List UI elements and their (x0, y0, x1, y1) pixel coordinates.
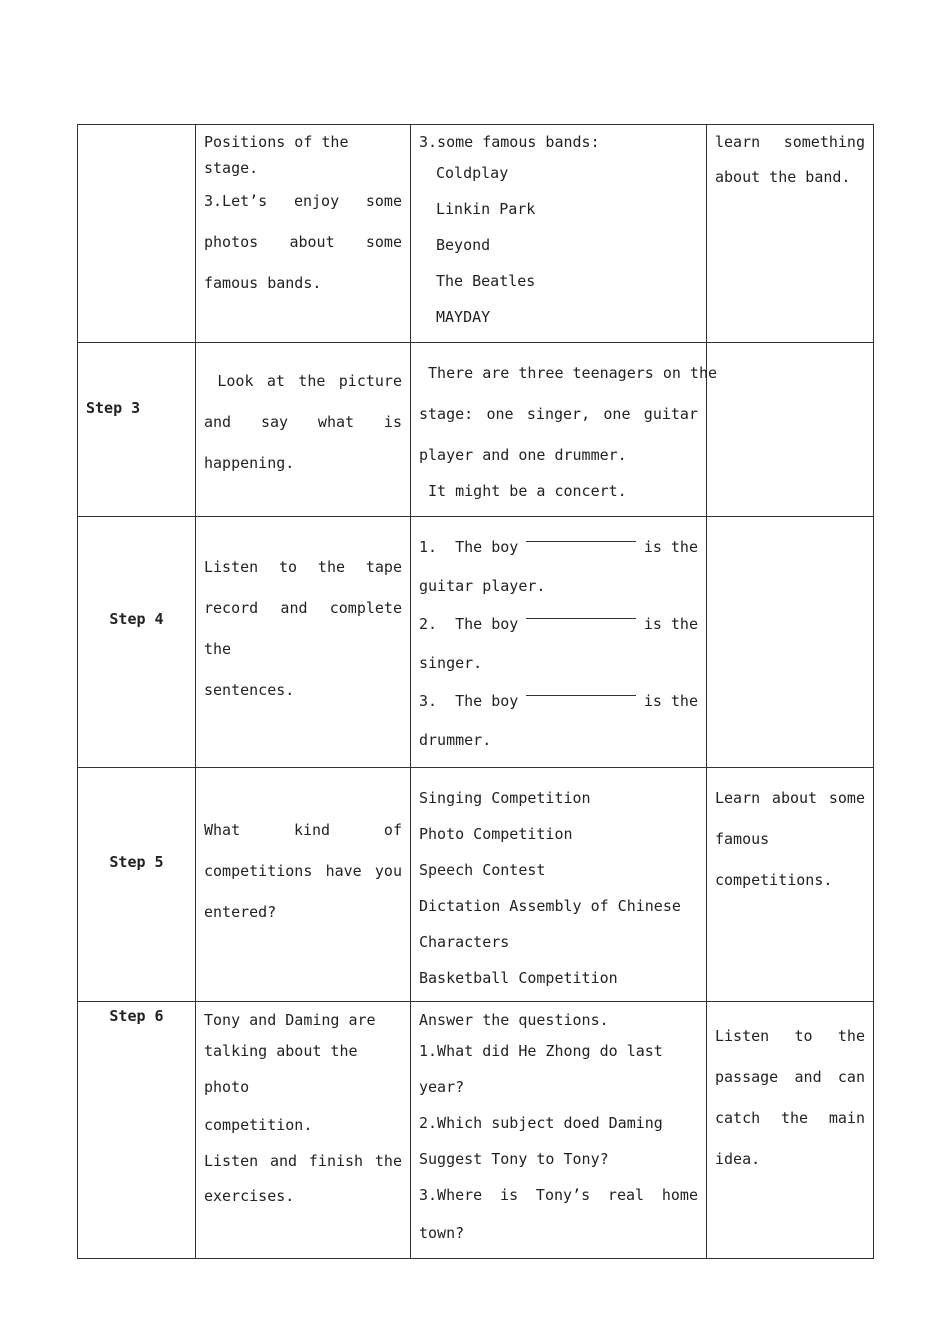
activity-cell (196, 768, 411, 1002)
content-line: drummer. (419, 731, 492, 749)
content-line: Linkin Park (436, 200, 536, 218)
content-line: town? (419, 1224, 465, 1242)
activity-line: happening. (204, 454, 295, 472)
purpose-line: idea. (715, 1150, 761, 1168)
step-label: Step 6 (78, 1002, 196, 1259)
activity-line: record and complete the (204, 599, 402, 658)
activity-line: Positions of the stage. (204, 133, 349, 177)
table-row (78, 768, 874, 1002)
content-cell (411, 1002, 707, 1259)
purpose-line: about the band. (715, 168, 851, 186)
activity-line: Tony and Daming are (204, 1011, 376, 1029)
step-label: Step 3 (78, 343, 196, 517)
activity-line: competition. (204, 1116, 313, 1134)
table-row (78, 1002, 874, 1259)
purpose-line: competitions. (715, 871, 833, 889)
activity-cell (196, 517, 411, 768)
content-line: MAYDAY (436, 308, 491, 326)
table-row (78, 343, 874, 517)
purpose-cell (707, 343, 874, 517)
content-line: Dictation Assembly of Chinese (419, 897, 681, 915)
fill-blank-sentence: 1. The boy is the (419, 527, 698, 568)
content-line: Characters (419, 933, 510, 951)
content-line: 2.Which subject doed Daming (419, 1114, 663, 1132)
content-line: Speech Contest (419, 861, 546, 879)
purpose-cell (707, 125, 874, 343)
content-line: player and one drummer. (419, 446, 627, 464)
activity-line: famous bands. (204, 274, 322, 292)
purpose-line: Listen to the (715, 1027, 865, 1045)
purpose-line: Learn about some (715, 789, 865, 807)
activity-line: Listen and finish the (204, 1152, 402, 1170)
content-line: Beyond (436, 236, 491, 254)
content-line: guitar player. (419, 577, 546, 595)
fill-blank-sentence: 3. The boy is the (419, 681, 698, 722)
content-line: Answer the questions. (419, 1011, 609, 1029)
content-line: Basketball Competition (419, 969, 618, 987)
content-line: singer. (419, 654, 483, 672)
fill-blank-sentence: 2. The boy is the (419, 604, 698, 645)
content-line: Singing Competition (419, 789, 591, 807)
purpose-line: famous (715, 830, 770, 848)
lesson-plan-table (77, 124, 874, 1259)
activity-line: Listen to the tape (204, 558, 402, 576)
purpose-line: passage and can (715, 1068, 865, 1086)
content-line: 3.some famous bands: (419, 133, 600, 151)
activity-line: exercises. (204, 1187, 295, 1205)
purpose-cell (707, 768, 874, 1002)
activity-line: photos about some (204, 233, 402, 251)
content-cell (411, 125, 707, 343)
step-label: Step 5 (78, 768, 196, 1002)
activity-line: entered? (204, 903, 277, 921)
activity-line: talking about the photo (204, 1042, 358, 1096)
content-line: Photo Competition (419, 825, 573, 843)
activity-line: What kind of (204, 821, 402, 839)
activity-line: sentences. (204, 681, 295, 699)
activity-cell (196, 343, 411, 517)
content-line: Coldplay (436, 164, 509, 182)
answer-blank[interactable] (526, 527, 635, 542)
content-line: stage: one singer, one guitar (419, 405, 698, 423)
purpose-cell (707, 517, 874, 768)
answer-blank[interactable] (526, 681, 635, 696)
activity-cell (196, 1002, 411, 1259)
purpose-cell (707, 1002, 874, 1259)
purpose-line: catch the main (715, 1109, 865, 1127)
step-label: Step 4 (78, 517, 196, 768)
purpose-line: learn something (715, 133, 865, 151)
answer-blank[interactable] (526, 604, 635, 619)
content-line: 3.Where is Tony’s real home (419, 1186, 698, 1204)
content-line: It might be a concert. (419, 482, 627, 500)
table-row (78, 125, 874, 343)
content-cell (411, 768, 707, 1002)
step-cell (78, 125, 196, 343)
activity-cell (196, 125, 411, 343)
content-cell (411, 517, 707, 768)
content-cell (411, 343, 718, 517)
content-line: 1.What did He Zhong do last year? (419, 1042, 663, 1096)
content-line: Suggest Tony to Tony? (419, 1150, 609, 1168)
content-line: The Beatles (436, 272, 536, 290)
table-row (78, 517, 874, 768)
content-line: There are three teenagers on the (419, 364, 718, 382)
activity-line: competitions have you (204, 862, 402, 880)
activity-line: and say what is (204, 413, 402, 431)
activity-line: Look at the picture (204, 372, 402, 390)
activity-line: 3.Let’s enjoy some (204, 192, 402, 210)
